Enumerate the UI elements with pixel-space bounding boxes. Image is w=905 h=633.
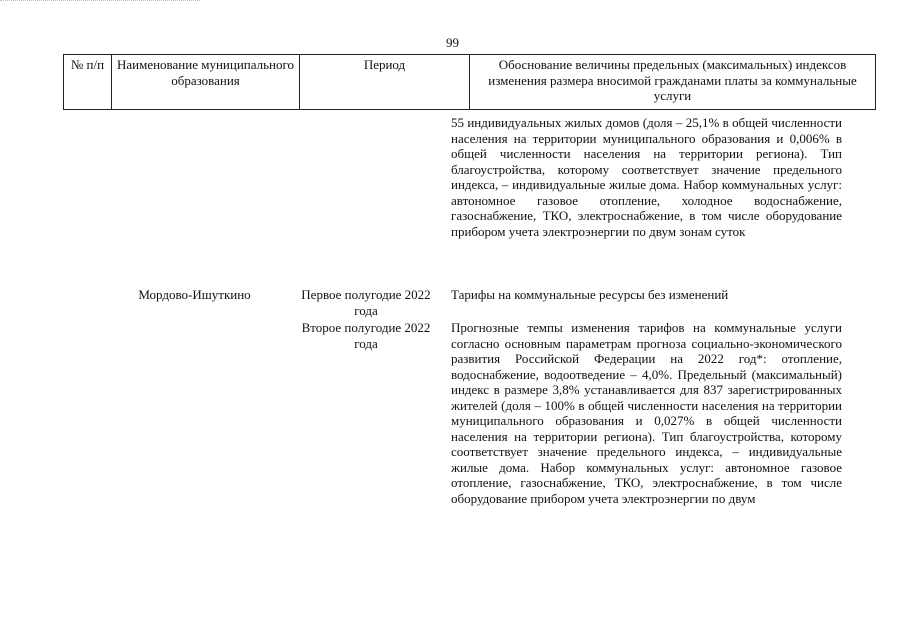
continued-justification-text: 55 индивидуальных жилых домов (доля – 25,1% в общей численности населения на территории муниципального образования и 0,006% в общей численности населения на территории региона). Тип благоустройства, которому соответствует значение предельного индекса, – индивидуальные жилые дома. Набор коммунальных услуг: автономное газовое отопление, холодное водоснабжение, газоснабжение, ТКО, электроснабжение, в том числе оборудование прибором учета электроэнергии по двум зонам суток [451,115,842,239]
scan-artifact [0,0,200,4]
header-number-column: № п/п [64,55,112,110]
justification-first-half: Тарифы на коммунальные ресурсы без изменений [451,287,729,302]
municipality-name: Мордово-Ишуткино [138,287,251,302]
header-justification-column: Обоснование величины предельных (максимальных) индексов изменения размера вносимой гражданами платы за коммунальные услуги [470,55,876,110]
period-first-half: Первое полугодие 2022 года [301,287,431,318]
page-number: 99 [446,35,459,50]
period-second-half: Второе полугодие 2022 года [301,320,431,351]
justification-second-half: Прогнозные темпы изменения тарифов на коммунальные услуги согласно основным параметрам прогноза социально-экономического развития Российской Федерации на 2022 год*: отопление, водоснабжение, водоотведение – 4,0%. Предельный (максимальный) индекс в размере 3,8% устанавливается для 837 зарегистрированных жителей (доля – 100% в общей численности населения на территории муниципального образования и 0,027% в общей численности населения на территории региона). Тип благоустройства, которому соответствует значение предельного индекса, – индивидуальные жилые дома. Набор коммунальных услуг: автономное газовое отопление, газоснабжение, ТКО, электроснабжение, в том числе оборудование прибором учета электроэнергии по двум [451,320,842,506]
header-row [64,55,876,110]
header-period-column: Период [300,55,470,110]
header-municipality-column: Наименование муниципального образования [112,55,300,110]
table-header [63,54,876,110]
